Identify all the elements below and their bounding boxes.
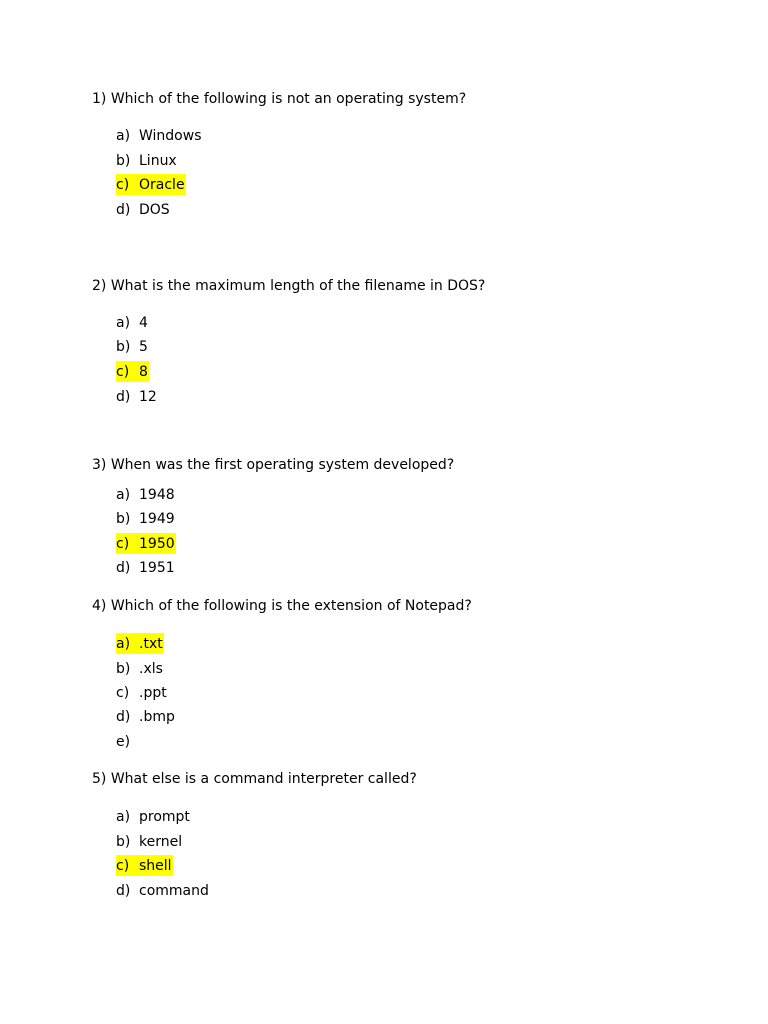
- q2-option-c-answer: [116, 361, 149, 382]
- q4-option-d: [116, 706, 175, 727]
- option-letter: a): [116, 635, 131, 652]
- option-letter: d): [116, 882, 131, 899]
- q4-option-a-answer: [116, 633, 164, 654]
- option-letter: c): [116, 857, 130, 874]
- option-text: Windows: [139, 127, 202, 144]
- option-letter: e): [116, 733, 131, 750]
- question-5: 5) What else is a command interpreter called?: [92, 771, 417, 787]
- option-letter: d): [116, 388, 131, 405]
- option-text: .ppt: [139, 684, 167, 701]
- q1-option-b: [116, 150, 177, 171]
- option-text: 12: [139, 388, 157, 405]
- option-text: 8: [139, 363, 148, 380]
- q2-option-d: [116, 386, 157, 407]
- option-letter: a): [116, 808, 131, 825]
- option-text: .txt: [139, 635, 163, 652]
- question-1: 1) Which of the following is not an operating system?: [92, 91, 467, 107]
- q3-option-a: [116, 484, 175, 505]
- option-letter: c): [116, 684, 130, 701]
- option-letter: b): [116, 338, 131, 355]
- option-text: .bmp: [139, 708, 175, 725]
- option-text: 1950: [139, 535, 175, 552]
- q4-option-e: [116, 731, 139, 752]
- q3-option-d: [116, 557, 175, 578]
- q5-option-b: [116, 831, 182, 852]
- option-text: prompt: [139, 808, 190, 825]
- q5-option-a: [116, 806, 190, 827]
- option-letter: a): [116, 127, 131, 144]
- option-text: 1949: [139, 510, 175, 527]
- option-text: Linux: [139, 152, 177, 169]
- option-text: Oracle: [139, 176, 185, 193]
- option-text: 5: [139, 338, 148, 355]
- q3-option-c-answer: [116, 533, 176, 554]
- question-4: 4) Which of the following is the extension of Notepad?: [92, 598, 472, 614]
- question-3: 3) When was the first operating system developed?: [92, 457, 455, 473]
- option-text: .xls: [139, 660, 163, 677]
- question-2: 2) What is the maximum length of the filename in DOS?: [92, 278, 486, 294]
- option-letter: c): [116, 363, 130, 380]
- option-letter: c): [116, 535, 130, 552]
- q1-option-c-answer: [116, 174, 186, 195]
- option-text: 1951: [139, 559, 175, 576]
- q1-option-d: [116, 199, 170, 220]
- option-letter: d): [116, 201, 131, 218]
- q2-option-a: [116, 312, 148, 333]
- option-letter: b): [116, 152, 131, 169]
- option-letter: a): [116, 486, 131, 503]
- option-letter: a): [116, 314, 131, 331]
- option-text: kernel: [139, 833, 183, 850]
- q5-option-c-answer: [116, 855, 173, 876]
- option-letter: b): [116, 510, 131, 527]
- q5-option-d: [116, 880, 209, 901]
- option-text: shell: [139, 857, 172, 874]
- q4-option-b: [116, 658, 163, 679]
- option-text: command: [139, 882, 209, 899]
- option-text: 1948: [139, 486, 175, 503]
- q2-option-b: [116, 336, 148, 357]
- q4-option-c: [116, 682, 167, 703]
- option-letter: d): [116, 559, 131, 576]
- q1-option-a: [116, 125, 202, 146]
- option-letter: b): [116, 833, 131, 850]
- option-text: DOS: [139, 201, 170, 218]
- option-letter: b): [116, 660, 131, 677]
- option-letter: d): [116, 708, 131, 725]
- option-letter: c): [116, 176, 130, 193]
- q3-option-b: [116, 508, 175, 529]
- option-text: 4: [139, 314, 148, 331]
